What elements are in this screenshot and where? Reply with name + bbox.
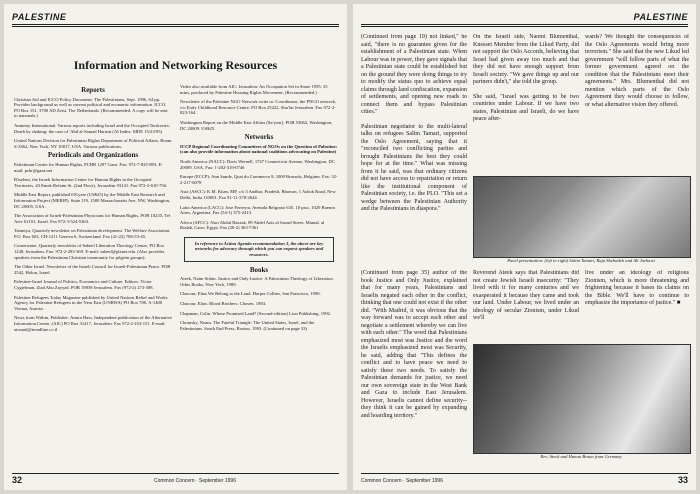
resources-column-2: [180, 84, 338, 464]
periodical-entry: Middle East Report, published 6X/year (US$25) by the Middle East Research and Information Project (MERIP), Suite 119, 1500 Massachusetts Ave, NW, Washington, DC 20005, USA.: [14, 192, 171, 209]
periodical-entry: News from Within, Publisher: Amira Hass, Independent publication of the Alternative Information Centre, (AIC) PO Box 31417, Jerusalem. Fax 972-2-253-151. E-mail: aicmail@trendline.co.il: [14, 315, 172, 332]
book-entry: Chomsky, Noam. The Fateful Triangle: The United States, Israel, and the Palestinians. South End Press, Boston, 1983. (Continued on page 33): [180, 320, 315, 331]
article-paragraph: live under an ideology of religious Zionism, which is more threatening and frightening because it bases its claims on the Bible. We'll have to continue to emphasize the importance of justice." ■: [585, 270, 689, 306]
article-column-1-bottom: [361, 270, 467, 464]
report-entry: Amnesty International. Various reports including Israel and the Occupied Territories: Death by shaking: the case of 'Abd al-Samad Harizat (AI Index: MDE 15/23/95): [14, 122, 170, 134]
panel-photo: [473, 176, 691, 258]
article-paragraph: (Continued from page 19) not linked," he said, "there is no guarantee given for the establishment of a Palestinian state. When Labour was in power, they gave signals that a Palestinian state could be established but on the ground they were doing things to try to modify the status quo to achieve equal claims through land confiscation, expansion of settlements, and opening new roads to connect them and bypass Palestinian cities.": [361, 34, 467, 115]
article-column-2-bottom: [473, 270, 579, 340]
footer-rule: [361, 473, 688, 474]
left-page: [4, 4, 347, 490]
periodical-entry: The Association of Israeli-Palestinian Physicians for Human Rights, POB 10235, Tel Aviv 61101, Israel. Fax 972-3-524-5363.: [14, 213, 171, 224]
network-entry: Asia (ASCC): K.M. Khan, MP, c/o 3 Andhra, Pradesh, Bhawan, 1 Ashok Road, New Delhi, India 110001. Fax 91-11-378-2644.: [180, 189, 336, 200]
action-agenda-box: In reference to Action Agenda recommendation 3, the above are key networks for advocacy through which you can request speakers and resources.: [184, 237, 334, 262]
resources-column-1: [14, 84, 172, 464]
header-rule-thin: [12, 26, 339, 27]
header-rule: [12, 24, 339, 25]
periodical-entry: The Other Israel. Newsletter of the Israeli Council for Israeli-Palestinian Peace. POB 2542, Holon, Israel.: [14, 264, 171, 275]
network-entry: Latin America (LACC): Jose Ferreyra, Avenida Belgrano 635, 10 piso, 1029 Buenos Aires, Argentina. Fax (54-1) 375-2413.: [180, 204, 336, 216]
article-paragraph: (Continued from page 35) author of the book Justice and Only Justice, explained that for many years, Palestinians and Israelis negated each other in the conflict, thinking that one could not exist if the other did. "With Madrid, it was obvious that the way forward was to accept each other and negotiate a settlement whereby we can live with each other." The word that Palestinians emphasized most was Justice and the word the Israelis emphasized most was Security, he said, adding that "This defines the conflict and to have peace we need to satisfy these two needs. To satisfy the Palestinian demands for justice, we need our own sovereign state in the West Bank and Gaza to include East Jerusalem. However, Israelis cannot define security--they think it can be gained by expanding and hoarding territory.": [361, 270, 467, 419]
periodical-entry: Palestine Refugees Today Magazine published by United Nations Relief and Works Agency for Palestine Refugees in the Near East (UNRWA) PO Box 700, A-1400 Vienna, Austria.: [14, 294, 168, 311]
resource-entry: Video also available from AIC: Jerusalem: An Occupation Set in Stone 1995, 35 mins, produced by Palestine Housing Rights Movement. (Recommended.): [180, 84, 328, 95]
book-entry: Chacour, Elias. Blood Brothers. Chosen, 1984.: [180, 301, 267, 307]
resource-entry: Newsletter of the Palestine NGO Network write to: Coordinator, the PNGO network, c/o Early Childhood Resource Centre, PO Box 25222, Shu'fat Jerusalem. Fax 972-2-823-164.: [180, 99, 337, 116]
book-entry: Ateek, Naim Stifan. Justice and Only Justice: A Palestinian Theology of Liberation. Orbis Books, New York, 1989.: [180, 276, 334, 287]
resource-entry: Washington Report on the Middle East Affairs (8x/year), POB 53062, Washington, DC 20009. US$25.: [180, 119, 333, 131]
article-column-3-bottom: [585, 270, 689, 340]
report-entry: United Nations Division for Palestinian Rights Department of Political Affairs, Room S-3362, New York, NY 10017, USA. Various publications.: [14, 138, 172, 149]
network-entry: Africa (AFCC): Nuri Abdul Razzak, 89 Abdel Aziz al Saoud Street, Manial, al Rodah, Cairo, Egypt. Fax (20-2) 363-7361: [180, 219, 325, 231]
books-heading: Books: [249, 265, 269, 274]
ateek-braun-photo: [473, 344, 691, 454]
page-footer-right: Common Concern · September 1996: [361, 478, 443, 484]
header-rule-thin: [361, 26, 688, 27]
network-entry: ICCP Regional Coordinating Committees of NGOs on the Question of Palestine: (can also provide information about national coalitions advocating on Palestine): [180, 143, 338, 155]
page-number-left: 32: [12, 475, 23, 485]
periodical-entry: Palestinian Centre for Human Rights, PCHR 1297 Gaza. Fax: 972-7-825-893. E-mail: pchr@gaza.net: [14, 161, 163, 173]
header-rule: [361, 24, 688, 25]
page-number-right: 33: [677, 475, 688, 485]
reports-heading: Reports: [81, 86, 105, 94]
article-paragraph: On the Israeli side, Naomi Blumenthal, Knesset Member from the Likud Party, did not support the Oslo Accords, believing that Israel had given away too much and that they did not have enough support from Israeli society. "We gave things up and our partners didn't," she told the group.: [473, 34, 579, 85]
page-title: Information and Networking Resources: [73, 58, 278, 72]
right-page: [353, 4, 696, 490]
ateek-braun-photo-caption: Rev. Ateek and Hanna Braun from Germany: [540, 454, 622, 459]
book-entry: Chapman, Colin. Whose Promised Land? (Second edition) Lion Publishing, 1992.: [180, 310, 332, 316]
report-entry: Christian Aid and ICCO Policy Document: The Palestinians, Sept. 1996, 64 pp. Provides background as well as current political and economic information. ICCO, PO Box 151, 3700 AD Zeist, The Netherlands. (Recommended. A copy will be sent to nationals.): [14, 96, 168, 119]
network-entry: North America (NACC): Doris Wernell, 1747 Connecticut Avenue, Washington, DC 20009, USA. Fax: 1-202-319-0746: [180, 158, 335, 170]
book-entry: Chacour, Elias We Belong to the Land. Harper Collins, San Francisco, 1990.: [180, 291, 321, 297]
periodical-entry: Cornerstone, Quarterly newsletter of Sabeel Liberation Theology Centre, PO Box 1248, Jerusalem. Fax: 972-2-283-369. E-mail: sabeel@planet.edu. (Also provides speakers from the Palestinian Christian community for pilgrim groups).: [14, 243, 165, 260]
page-header-right: PALESTINE: [633, 12, 688, 22]
article-paragraph: Palestinian negotiator to the multi-lateral talks on refugees Salim Tamari, supported the Oslo Agreement, saying that it "reconciled two conflicting parties and brought Palestinians the best they could hope for at the time." What was missing from it he said, was that ordinary citizens did not have access to repatriation or return like the institutional component of Palestinian society, i.e. the PLO. "This set a wedge between the Palestinian Authority and the Palestinians in diaspora.": [361, 123, 467, 212]
periodicals-heading: Periodicals and Organizations: [47, 151, 139, 160]
panel-photo-caption: Panel presentation: (left to right) Salim Tamari, Raja Shehadeh and Ali Jarbawi: [507, 258, 655, 263]
periodical-entry: B'tselem, the Israeli Information Center for Human Rights in the Occupied Territories. 43 Emek Refaim St. (2nd Floor), Jerusalem 93141. Fax 972-2-610-756.: [14, 177, 168, 188]
article-paragraph: She said, "Israel was getting to be two countries under Labour. If we have two states, Palestinian and Israeli, do we have peace after-: [473, 93, 579, 122]
networks-heading: Networks: [244, 133, 274, 142]
article-paragraph: wards? We thought the consequences of the Oslo Agreements would bring more terrorism." She said that the new Likud led government "will follow parts of what the former government agreed on the condition that the Palestinians meet their agreements." Mrs. Blumenthal did not mention which parts of the Oslo Agreement they would choose to follow, or what alternative vision they offered.: [585, 34, 689, 108]
article-paragraph: Reverend Ateek says that Palestinians did not create Jewish Israeli insecurity: "They lived with it for many centuries and we exasperated it because they came and took our land. Under Labour, we lived under an ideology of secular Zionism, under Likud we'll: [473, 270, 579, 321]
article-column-3-top: [585, 34, 689, 174]
article-column-2-top: [473, 34, 579, 174]
page-footer-left: Common Concern · September 1996: [154, 478, 236, 484]
periodical-entry: Palestine-Israel Journal of Politics, Economics and Culture. Editors: Victor Cygielman, Ziad Abu Zayyad. POB 19839 Jerusalem. Fax (972-2) 273-388.: [14, 279, 154, 291]
periodical-entry: Tanmiya, Quarterly newsletter on Palestinian development. The Welfare Association. P.O. Box 602, CH-1211 Geneva 6, Switzerland. Fax (41-22) 786-53-45.: [14, 228, 171, 239]
article-column-1-top: [361, 34, 467, 264]
network-entry: Europe (ECCP): Ann Sunde, Quai du Commerce 9, 1000 Brussels, Belgium. Fax: 32-2-217-6078: [180, 174, 338, 185]
page-header-left: PALESTINE: [12, 12, 67, 22]
footer-rule: [12, 473, 339, 474]
